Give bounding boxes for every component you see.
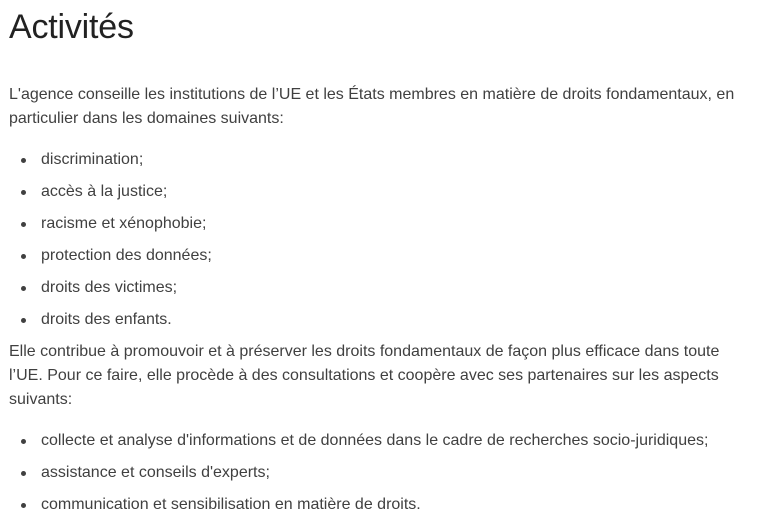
list-item: communication et sensibilisation en matière de droits. — [9, 493, 749, 517]
list-item: assistance et conseils d'experts; — [9, 461, 749, 485]
list-item: racisme et xénophobie; — [9, 212, 749, 236]
intro-paragraph: L'agence conseille les institutions de l’UE et les États membres en matière de droits fondamentaux, en particulier dans les domaines suivants: — [9, 86, 735, 127]
list-item: droits des enfants. — [9, 308, 749, 332]
list-item: protection des données; — [9, 244, 749, 268]
page-title: Activités — [9, 8, 134, 46]
list-item: droits des victimes; — [9, 276, 749, 300]
aspects-list — [9, 429, 749, 517]
list-item: discrimination; — [9, 148, 749, 172]
middle-paragraph: Elle contribue à promouvoir et à préserver les droits fondamentaux de façon plus efficace dans toute l’UE. Pour ce faire, elle procède à des consultations et coopère avec ses partenaires sur les aspects suivants: — [9, 343, 720, 408]
list-item: collecte et analyse d'informations et de données dans le cadre de recherches socio-juridiques; — [9, 429, 749, 453]
list-item: accès à la justice; — [9, 180, 749, 204]
domains-list — [9, 148, 749, 332]
